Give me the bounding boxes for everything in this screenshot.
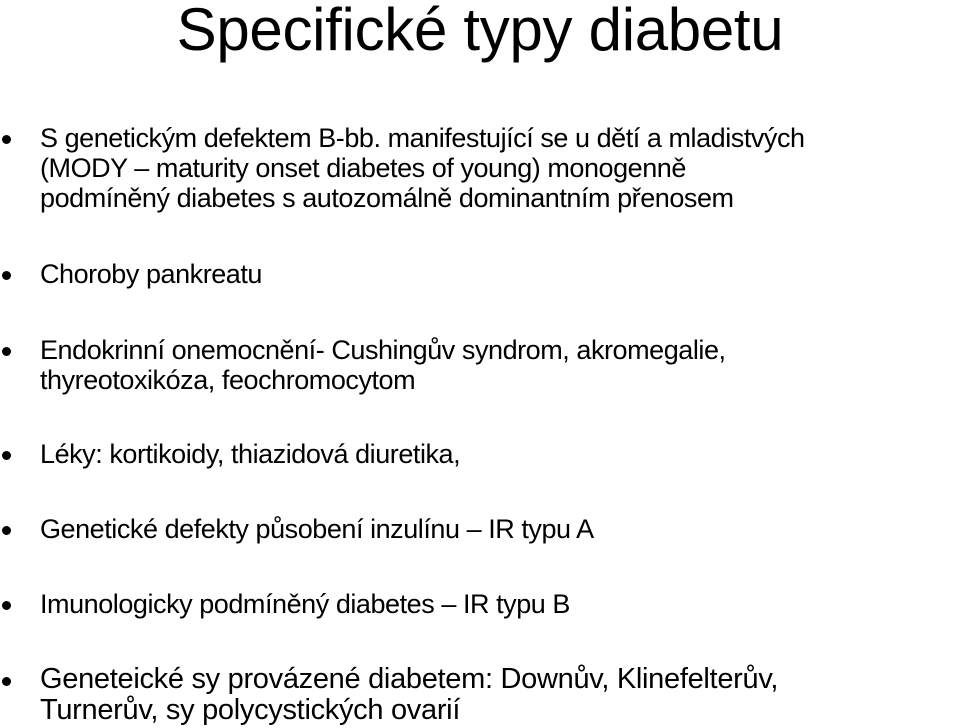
bullet-line: Choroby pankreatu — [40, 259, 262, 289]
bullet-dot-icon — [2, 601, 11, 610]
bullet-text — [40, 259, 958, 289]
bullet-text — [40, 335, 958, 395]
bullet-line: podmíněný diabetes s autozomálně dominantním přenosem — [40, 183, 734, 213]
bullet-dot-icon — [2, 526, 11, 535]
bullet-text — [40, 589, 958, 619]
bullet-line: (MODY – maturity onset diabetes of young) monogenně — [40, 153, 686, 183]
bullet-line: thyreotoxikóza, feochromocytom — [40, 365, 416, 395]
bullet-line: S genetickým defektem B-bb. manifestující se u dětí a mladistvých — [40, 123, 805, 153]
bullet-line: Genetické defekty působení inzulínu – IR typu A — [40, 514, 594, 544]
bullet-dot-icon — [2, 271, 11, 280]
bullet-line: Endokrinní onemocnění- Cushingův syndrom, akromegalie, — [40, 335, 726, 365]
slide-title: Specifické typy diabetu — [176, 0, 784, 63]
bullet-dot-icon — [2, 451, 11, 460]
bullet-dot-icon — [2, 135, 11, 144]
bullet-line: Turnerův, sy polycystických ovarií — [40, 694, 461, 726]
bullet-line: Geneteické sy provázené diabetem: Downův, Klinefelterův, — [40, 663, 779, 695]
bullet-line: Imunologicky podmíněný diabetes – IR typu B — [40, 589, 570, 619]
bullet-text — [40, 514, 958, 544]
bullet-line: Léky: kortikoidy, thiazidová diuretika, — [40, 439, 461, 469]
bullet-dot-icon — [2, 347, 11, 356]
bullet-text — [40, 439, 958, 469]
bullet-text — [40, 123, 958, 213]
bullet-dot-icon — [2, 677, 11, 686]
bullet-text — [40, 664, 958, 726]
